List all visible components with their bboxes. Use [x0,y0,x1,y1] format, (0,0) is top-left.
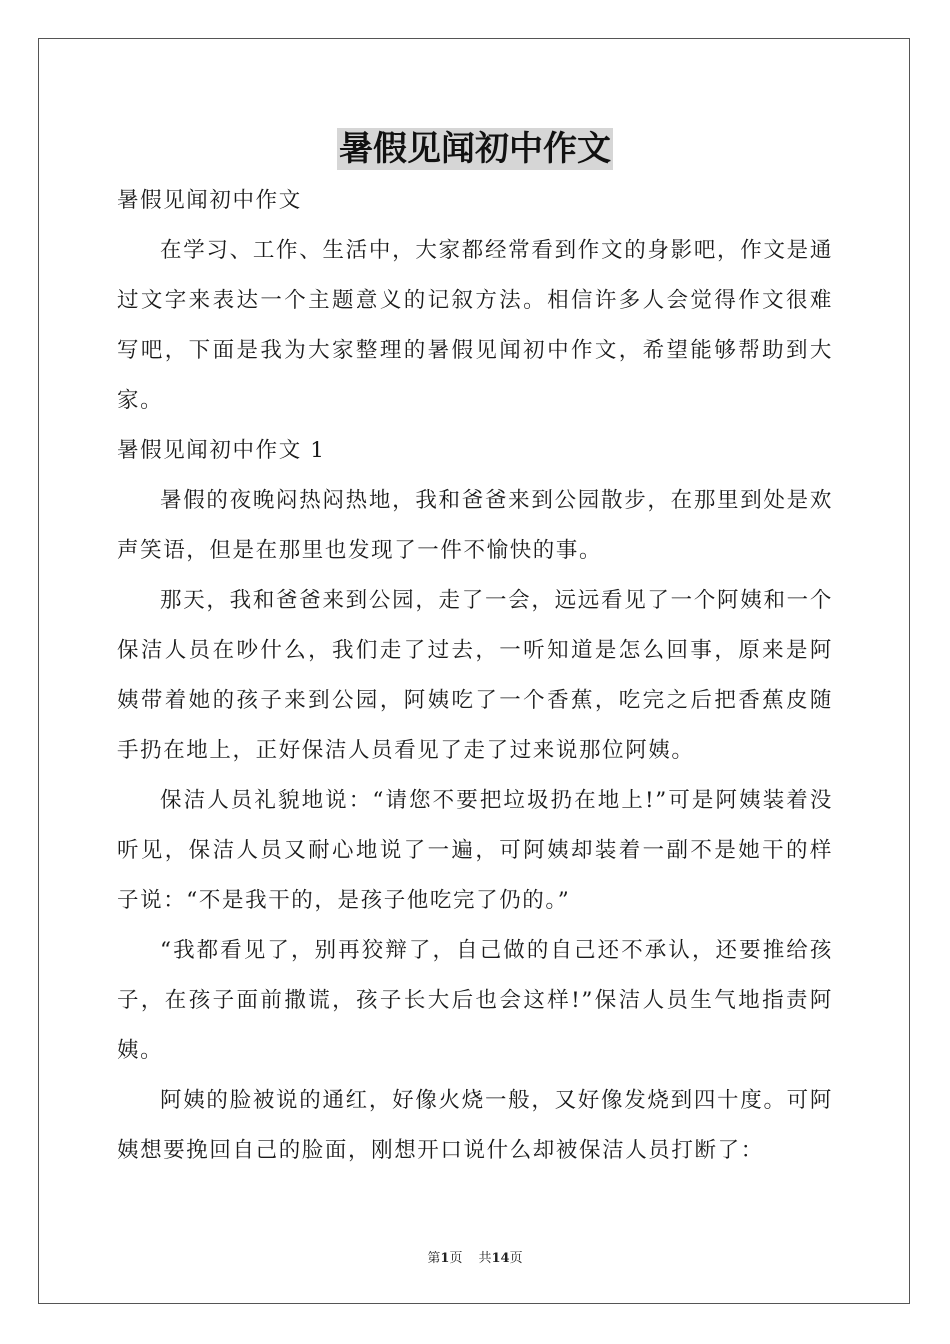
total-pages: 14 [491,1251,510,1266]
intro-paragraph: 在学习、工作、生活中，大家都经常看到作文的身影吧，作文是通过文字来表达一个主题意义的记叙方法。相信许多人会觉得作文很难写吧，下面是我为大家整理的暑假见闻初中作文，希望能够帮助到大家。 [117,238,833,413]
title-container [0,128,950,170]
page-footer [0,1247,950,1266]
section-heading: 暑假见闻初中作文 1 [117,438,326,463]
body-paragraph: 暑假的夜晚闷热闷热地，我和爸爸来到公园散步，在那里到处是欢声笑语，但是在那里也发现了一件不愉快的事。 [117,488,833,563]
total-prefix: 共 [478,1251,492,1266]
body-paragraph: 阿姨的脸被说的通红，好像火烧一般，又好像发烧到四十度。可阿姨想要挽回自己的脸面，刚想开口说什么却被保洁人员打断了： [117,1088,833,1163]
page-number: 1 [440,1251,450,1266]
document-title: 暑假见闻初中作文 [339,129,611,169]
total-suffix: 页 [509,1251,523,1266]
page-prefix: 第 [427,1251,441,1266]
document-body [117,176,833,1176]
body-paragraph: 保洁人员礼貌地说：“请您不要把垃圾扔在地上!”可是阿姨装着没听见，保洁人员又耐心地说了一遍，可阿姨却装着一副不是她干的样子说：“不是我干的，是孩子他吃完了仍的。” [117,788,833,913]
body-paragraph: “我都看见了，别再狡辩了，自己做的自己还不承认，还要推给孩子，在孩子面前撒谎，孩子长大后也会这样!”保洁人员生气地指责阿姨。 [117,938,833,1063]
page-suffix: 页 [449,1251,463,1266]
body-paragraph: 那天，我和爸爸来到公园，走了一会，远远看见了一个阿姨和一个保洁人员在吵什么，我们走了过去，一听知道是怎么回事，原来是阿姨带着她的孩子来到公园，阿姨吃了一个香蕉，吃完之后把香蕉皮随手扔在地上，正好保洁人员看见了走了过来说那位阿姨。 [117,588,833,763]
subtitle: 暑假见闻初中作文 [117,188,302,213]
